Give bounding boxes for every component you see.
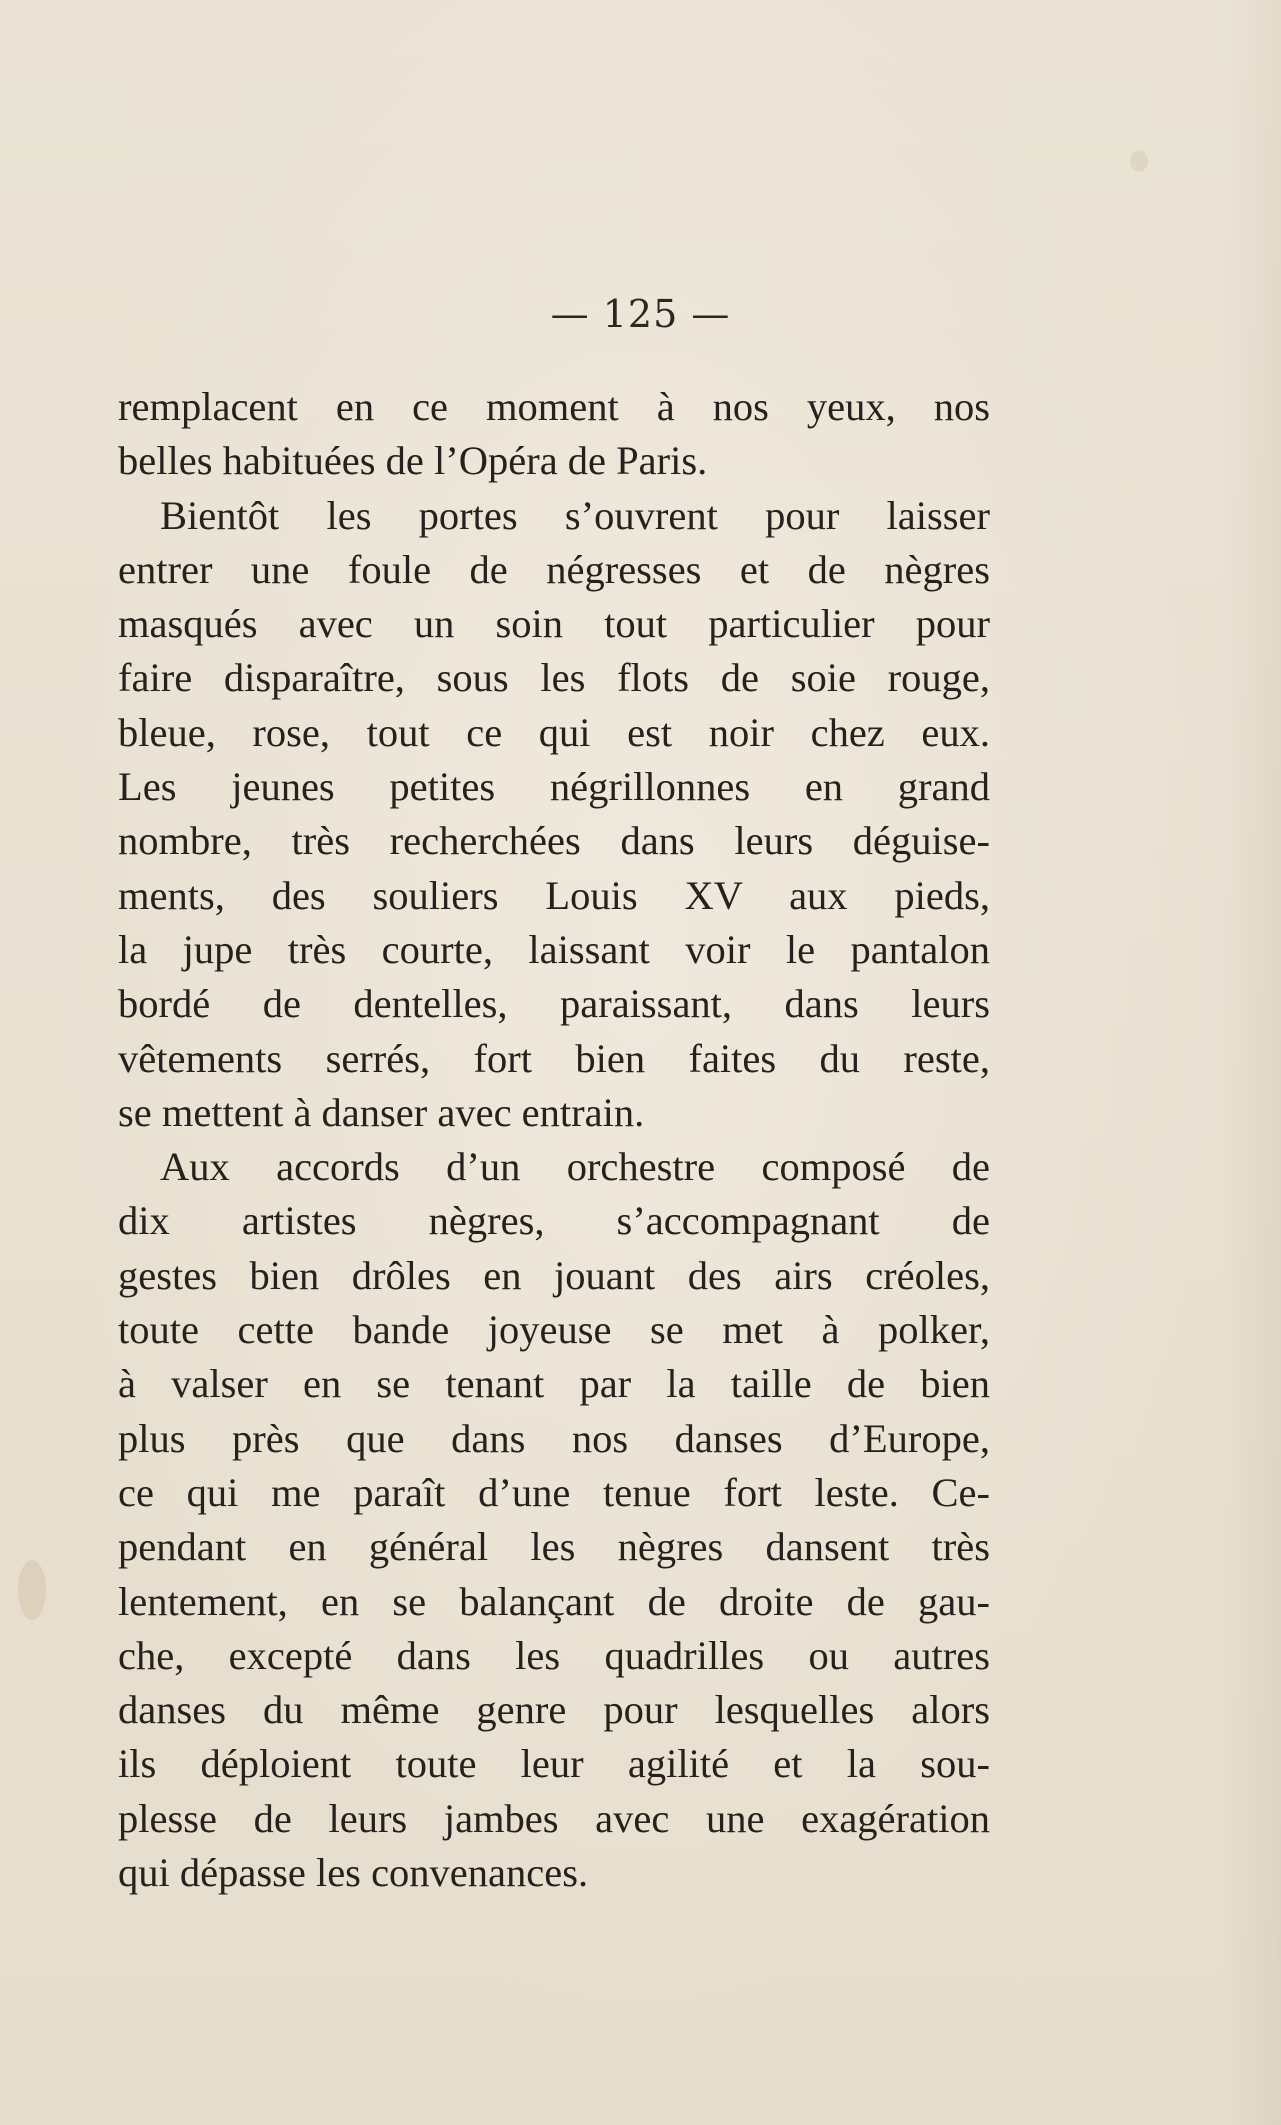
text-line: danses du même genre pour lesquelles alors [118, 1687, 990, 1733]
text-line: Aux accords d’un orchestre composé de [160, 1144, 990, 1190]
text-line: gestes bien drôles en jouant des airs créoles, [118, 1252, 990, 1298]
text-line: lentement, en se balançant de droite de gau- [118, 1578, 990, 1624]
text-line: Les jeunes petites négrillonnes en grand [118, 764, 990, 810]
text-line: se mettent à danser avec entrain. [118, 1089, 645, 1135]
text-line: ments, des souliers Louis XV aux pieds, [118, 872, 990, 918]
page-number: — 125 — [550, 292, 731, 336]
text-line: Bientôt les portes s’ouvrent pour laisser [160, 492, 990, 538]
text-line: faire disparaître, sous les flots de soie rouge, [118, 655, 990, 701]
text-line: pendant en général les nègres dansent très [118, 1524, 990, 1570]
text-line: vêtements serrés, fort bien faites du reste, [118, 1035, 990, 1081]
text-line: toute cette bande joyeuse se met à polker, [118, 1307, 990, 1353]
text-line: dix artistes nègres, s’accompagnant de [118, 1198, 990, 1244]
text-line: che, excepté dans les quadrilles ou autres [118, 1632, 990, 1678]
paper-stain [18, 1560, 46, 1620]
text-line: belles habituées de l’Opéra de Paris. [118, 438, 708, 484]
text-line: plesse de leurs jambes avec une exagération [118, 1795, 990, 1841]
text-line: ce qui me paraît d’une tenue fort leste. Ce- [118, 1469, 990, 1515]
text-line: bordé de dentelles, paraissant, dans leurs [118, 981, 990, 1027]
text-line: qui dépasse les convenances. [118, 1850, 589, 1896]
text-line: plus près que dans nos danses d’Europe, [118, 1415, 990, 1461]
paper-stain [1130, 150, 1148, 172]
text-line: nombre, très recherchées dans leurs déguise- [118, 818, 990, 864]
text-line: remplacent en ce moment à nos yeux, nos [118, 384, 990, 429]
text-line: ils déploient toute leur agilité et la sou- [118, 1741, 990, 1787]
text-line: la jupe très courte, laissant voir le pantalon [118, 926, 990, 972]
body-text [118, 380, 990, 1900]
text-line: à valser en se tenant par la taille de bien [118, 1361, 990, 1407]
text-line: bleue, rose, tout ce qui est noir chez eux. [118, 709, 990, 755]
text-line: masqués avec un soin tout particulier pour [118, 601, 990, 647]
text-line: entrer une foule de négresses et de nègres [118, 546, 990, 592]
